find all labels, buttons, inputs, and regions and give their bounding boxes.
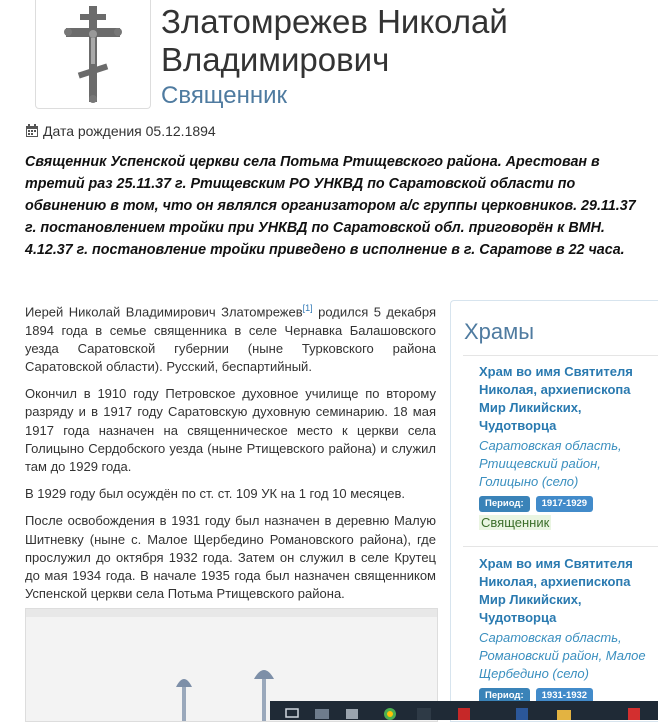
church-item	[479, 363, 658, 532]
task-view-icon[interactable]	[284, 705, 300, 720]
person-name: Златомрежев Николай Владимирович	[161, 3, 508, 78]
browser-icon[interactable]	[382, 705, 398, 720]
app-icon[interactable]	[416, 705, 432, 720]
period-label-badge: Период:	[479, 496, 530, 512]
church-item	[479, 555, 658, 704]
footnote-link[interactable]: [1]	[302, 303, 313, 313]
biography	[25, 299, 436, 612]
folder-icon[interactable]	[556, 705, 572, 720]
bio-paragraph-3: В 1929 году был осуждён по ст. ст. 109 УК на 1 год 10 месяцев.	[25, 486, 405, 502]
churches-title: Храмы	[464, 319, 535, 344]
app-icon[interactable]	[314, 705, 330, 720]
summary-text: Священник Успенской церкви села Потьма Ртищевского района. Арестован в третий раз 25.11.37 г. Ртищевским РО УНКВД по Саратовской области по обвинению в том, что он являлся организатором а/с группы церковников. 29.11.37 г. постановлением тройки при УНКВД по Саратовской обл. приговорён к ВМН. 4.12.37 г. постановление тройки приведено в исполнение в г. Саратове в 22 часа.	[25, 154, 636, 258]
orthodox-cross-icon	[58, 4, 128, 104]
bio-text: родился 5 декабря 1894 года в семье священника в селе Чернавка Балашовского уезда Саратовской губернии (ныне Турковского района Саратовской области). Русский, беспартийный.	[25, 304, 436, 374]
period-value-badge: 1917-1929	[536, 496, 593, 512]
birth-date	[25, 123, 216, 139]
portrait-frame	[35, 0, 151, 109]
taskbar	[270, 701, 658, 720]
birth-date-label: Дата рождения 05.12.1894	[43, 123, 216, 139]
person-rank: Священник	[161, 82, 288, 109]
church-link[interactable]: Храм во имя Святителя Николая, архиепископа Мир Ликийских, Чудотворца	[479, 556, 633, 625]
period-badges	[479, 496, 658, 512]
red-app-icon[interactable]	[456, 705, 472, 720]
bio-text: Иерей Николай Владимирович Златомрежев	[25, 304, 303, 320]
word-icon[interactable]	[514, 705, 530, 720]
churches-panel	[450, 300, 658, 722]
church-location[interactable]: Саратовская область, Ртищевский район, Голицыно (село)	[479, 438, 622, 489]
divider	[463, 546, 658, 547]
calendar-icon	[25, 124, 39, 138]
church-link[interactable]: Храм во имя Святителя Николая, архиепископа Мир Ликийских, Чудотворца	[479, 364, 633, 433]
bio-paragraph-1	[25, 299, 436, 376]
period-label-badge: Период:	[479, 688, 530, 704]
church-role: Священник	[481, 515, 550, 530]
bio-paragraph-2: Окончил в 1910 году Петровское духовное училище по второму разряду и в 1917 году Саратовскую духовную семинарию. 18 мая 1917 года назначен на священническое место к церкви села Голицыно Сердобского уезда (ныне Ртищевского района) и служил там до 1929 года.	[25, 386, 436, 474]
red-app-icon[interactable]	[626, 705, 642, 720]
bio-paragraph-4: После освобождения в 1931 году был назначен в деревню Малую Шитневку (ныне с. Малое Щербедино Романовского района), где прослужил до октября 1932 года. Затем он служил в селе Крутец до мая 1934 года. В начале 1935 года был назначен священником Успенской церкви села Потьма Ртищевского района.	[25, 513, 436, 602]
church-location[interactable]: Саратовская область, Романовский район, Малое Щербедино (село)	[479, 630, 646, 681]
period-value-badge: 1931-1932	[536, 688, 593, 704]
divider	[463, 355, 658, 356]
store-icon[interactable]	[344, 705, 360, 720]
